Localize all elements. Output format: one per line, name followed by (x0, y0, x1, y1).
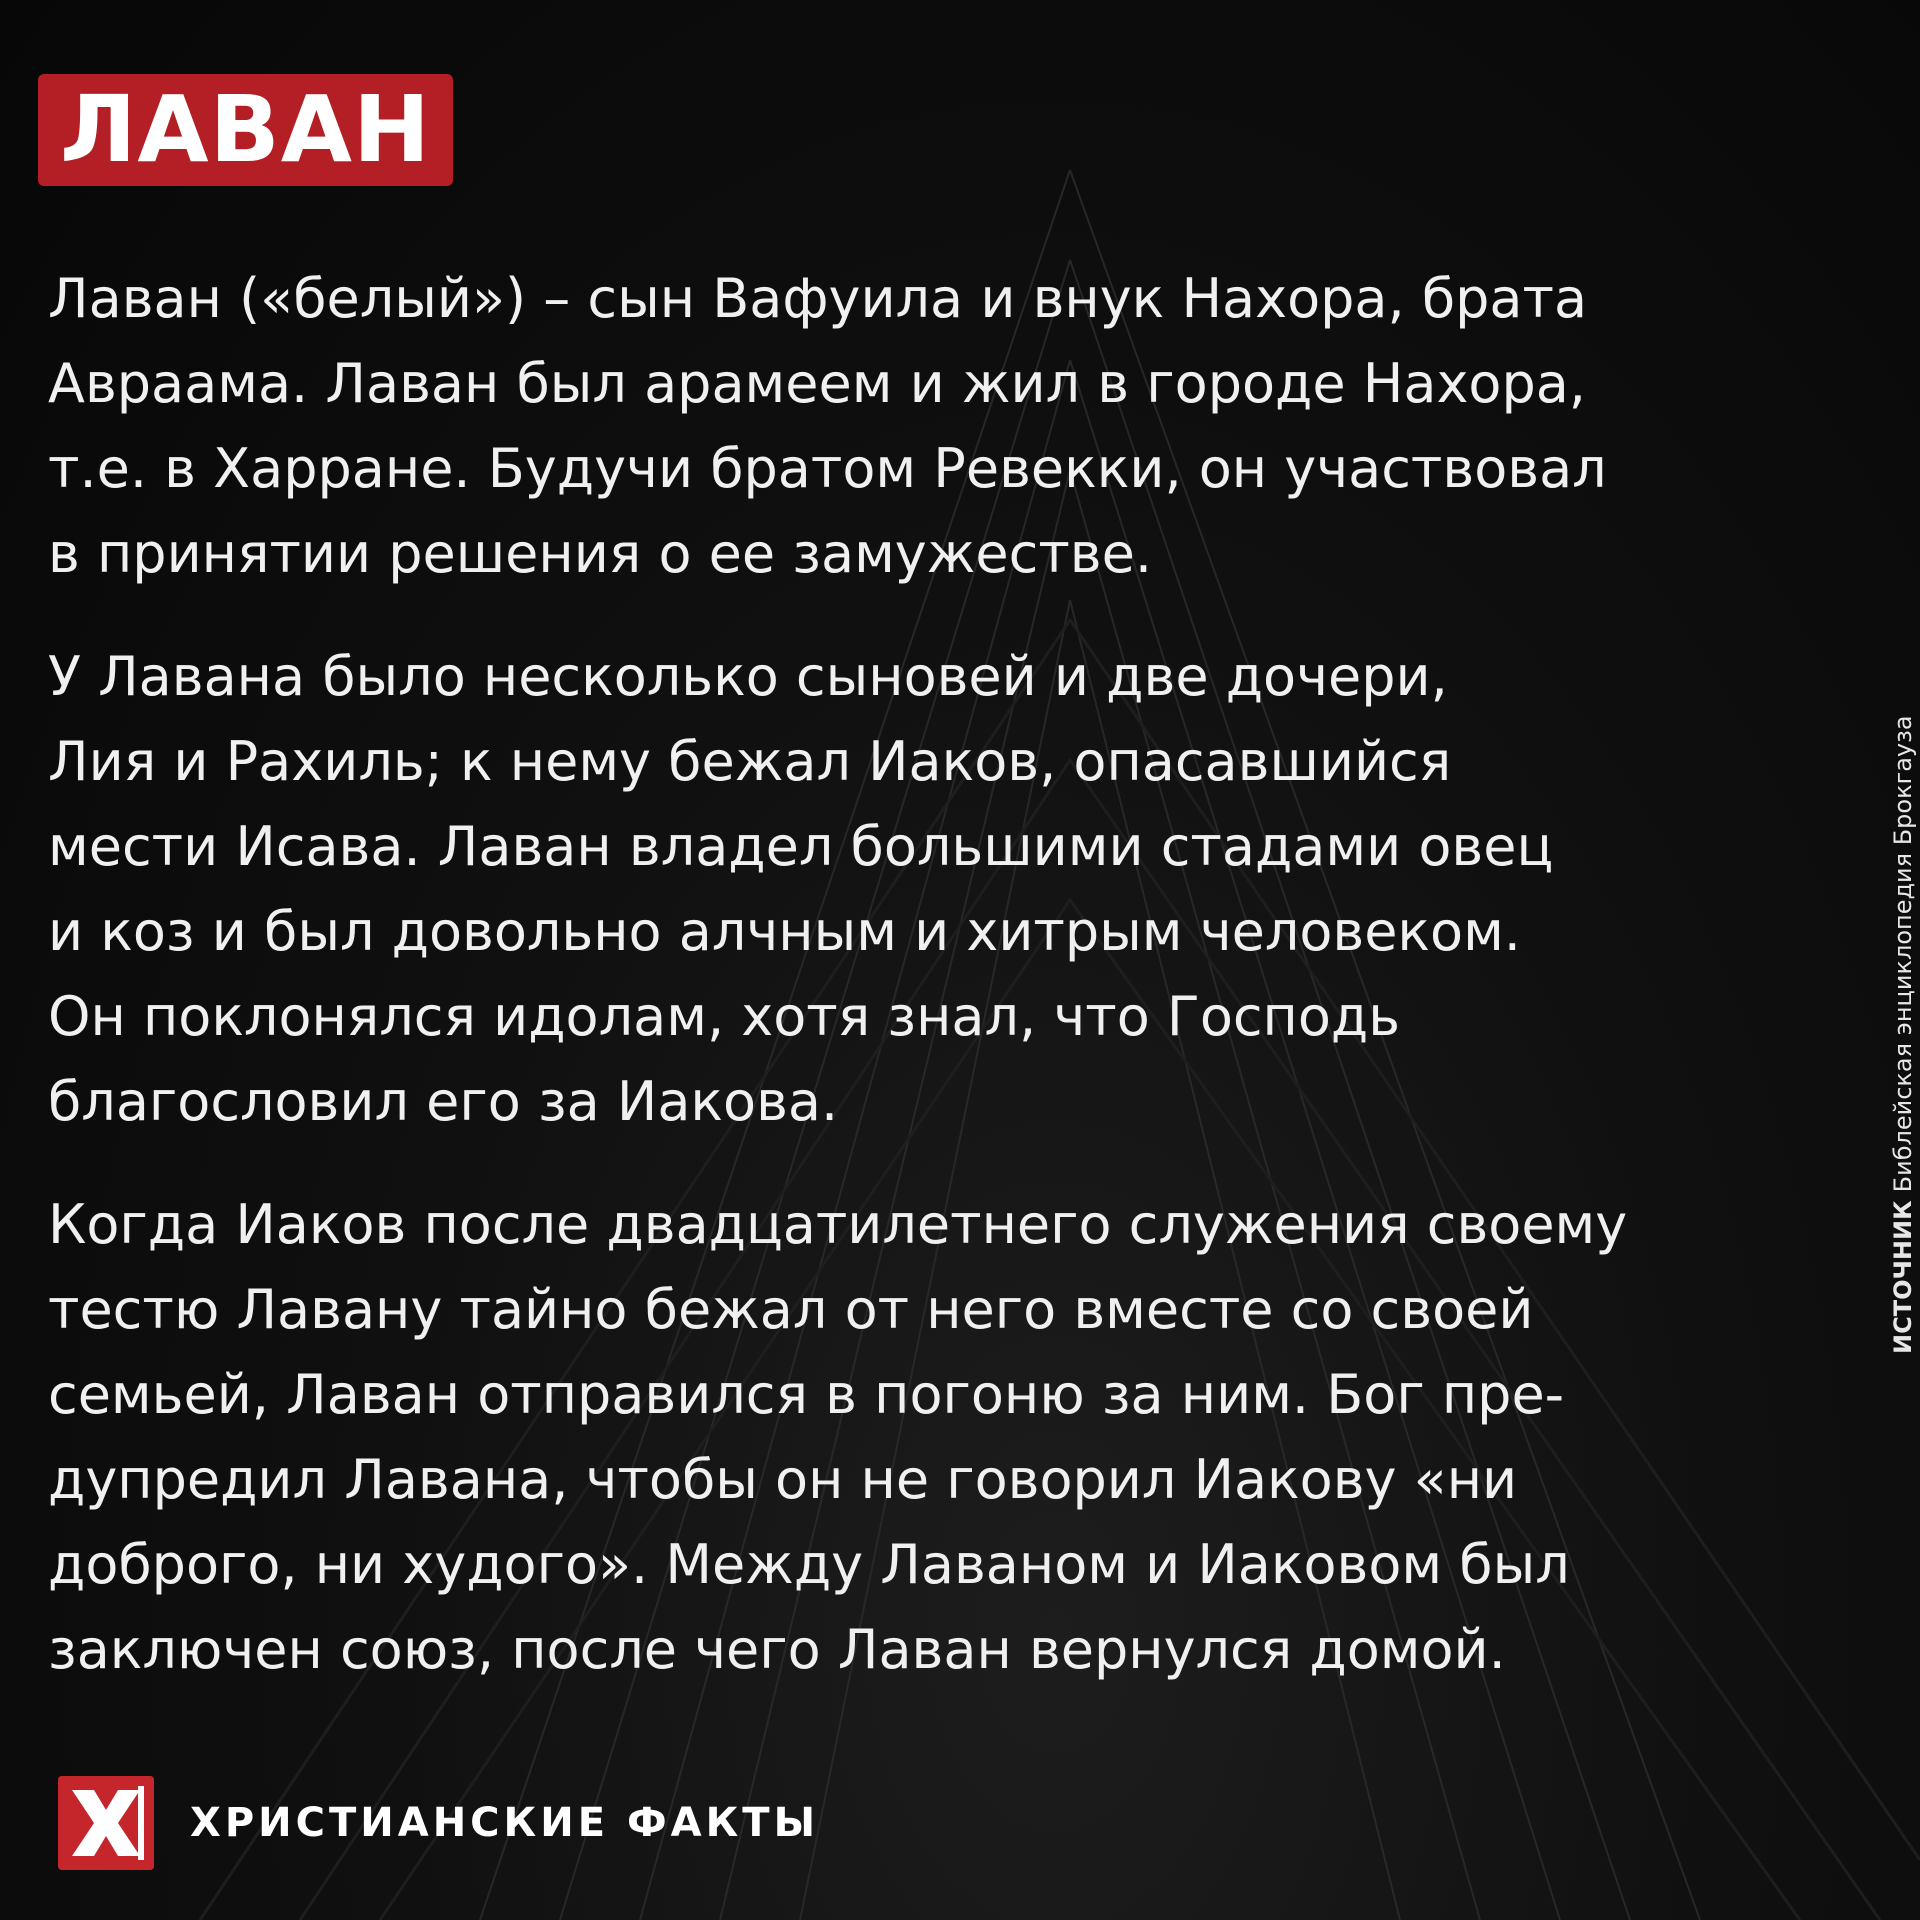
paragraph-intro: Лаван («белый») – сын Вафуила и внук Нахора, брата Авраама. Лаван был арамеем и жил в городе Нахора, т.е. в Харране. Будучи братом Ревекки, он участвовал в принятии решения о ее замужестве. (48, 267, 1607, 585)
paragraph-flight: Когда Иаков после двадцатилетнего служения своему тестю Лавану тайно бежал от него вместе со своей семьей, Лаван отправился в погоню за ним. Бог пре- дупредил Лавана, чтобы он не говорил Иакову «ни доброго, ни худого». Между Лаваном и Иаковом был заключен союз, после чего Лаван вернулся домой. (48, 1193, 1628, 1681)
x-letter-logo-icon (58, 1776, 154, 1870)
brand-name: ХРИСТИАНСКИЕ ФАКТЫ (190, 1800, 820, 1846)
title-badge (38, 74, 453, 186)
source-credit (1891, 715, 1915, 1354)
brand-footer (58, 1776, 819, 1870)
page-title: ЛАВАН (60, 76, 431, 183)
article-body (48, 256, 1808, 1730)
source-label: ИСТОЧНИК (1889, 1200, 1917, 1354)
paragraph-family: У Лавана было несколько сыновей и две дочери, Лия и Рахиль; к нему бежал Иаков, опасавшийся мести Исава. Лаван владел большими стадами овец и коз и был довольно алчным и хитрым человеком. Он поклонялся идолам, хотя знал, что Господь благословил его за Иакова. (48, 645, 1554, 1133)
source-value: Библейская энциклопедия Брокгауза (1889, 715, 1917, 1193)
